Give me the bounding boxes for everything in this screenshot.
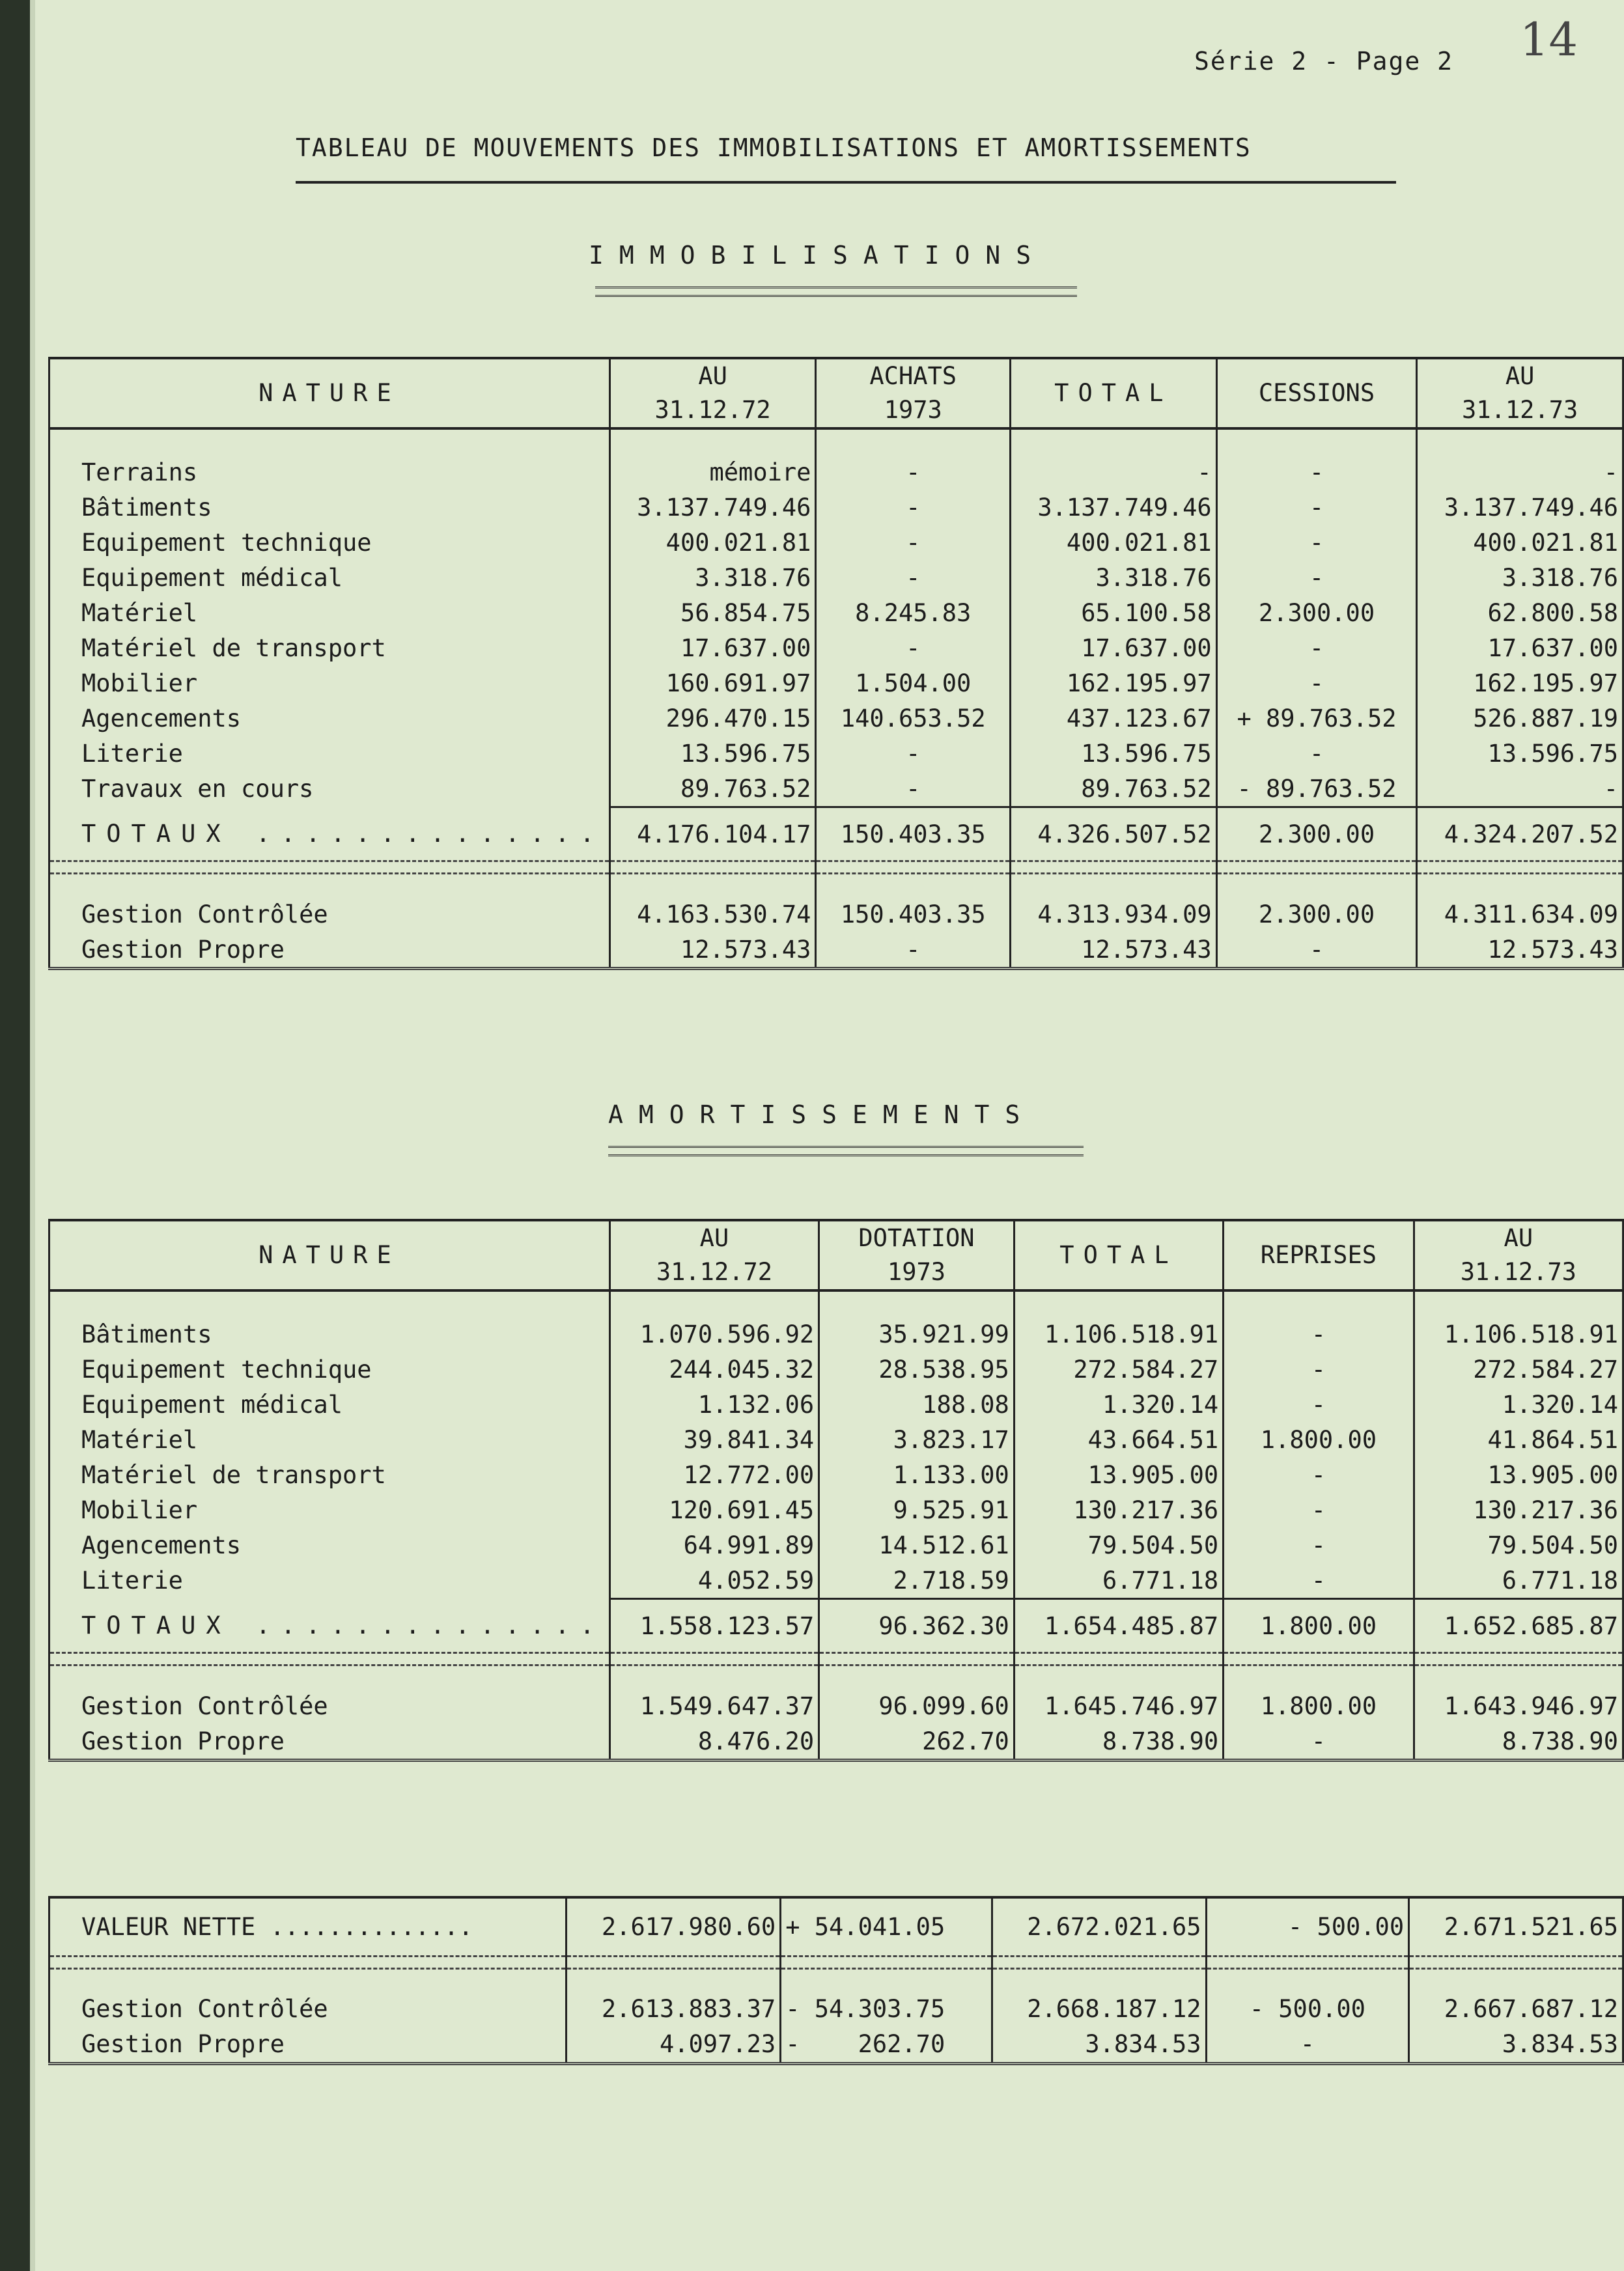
cell-cessions: - — [1216, 736, 1417, 771]
cell-dotation: 1.133.00 — [819, 1457, 1015, 1492]
cell-au72: 13.596.75 — [609, 736, 816, 771]
cell-reprises: 1.800.00 — [1224, 1422, 1414, 1457]
table-row — [49, 1317, 1623, 1352]
document-page — [35, 0, 1624, 2271]
cell-c2: 4.097.23 — [567, 2027, 781, 2064]
header-au-311272: AU 31.12.72 — [609, 358, 816, 428]
header-reprises: REPRISES — [1224, 1220, 1414, 1290]
cell-au73: 6.771.18 — [1414, 1563, 1623, 1599]
cell-au72: 3.137.749.46 — [609, 490, 816, 525]
cell-cessions: - — [1216, 525, 1417, 560]
cell-total: 400.021.81 — [1011, 525, 1217, 560]
cell-nature: Equipement technique — [81, 1355, 372, 1384]
cell-nature: Bâtiments — [81, 1320, 212, 1348]
cell-cessions: - — [1216, 630, 1417, 665]
cell-total: 65.100.58 — [1011, 595, 1217, 630]
cell-dotation: 262.70 — [819, 1723, 1015, 1761]
cell-nature: Agencements — [81, 1531, 242, 1559]
table-row — [49, 560, 1623, 595]
table-row — [49, 1422, 1623, 1457]
cell-total: - — [1011, 454, 1217, 490]
table-row — [49, 525, 1623, 560]
cell-au72: 120.691.45 — [609, 1492, 819, 1527]
cell-achats: 140.653.52 — [816, 701, 1011, 736]
cell-au72: 1.132.06 — [609, 1387, 819, 1422]
cell-cessions: + 89.763.52 — [1216, 701, 1417, 736]
cell-total: 130.217.36 — [1014, 1492, 1223, 1527]
table-row — [49, 595, 1623, 630]
table-row — [49, 1968, 1623, 2027]
cell-au72: 56.854.75 — [609, 595, 816, 630]
table-header-row — [49, 358, 1623, 428]
cell-au73: 62.800.58 — [1417, 595, 1623, 630]
header-cessions: CESSIONS — [1216, 358, 1417, 428]
cell-reprises: - — [1224, 1317, 1414, 1352]
cell-au73: 79.504.50 — [1414, 1527, 1623, 1563]
table-row — [49, 1665, 1623, 1724]
cell-achats: 150.403.35 — [816, 874, 1011, 932]
cell-nature: Gestion Contrôlée — [81, 1692, 328, 1720]
cell-au73: 8.738.90 — [1414, 1723, 1623, 1761]
cell-au72: 1.070.596.92 — [609, 1317, 819, 1352]
header-dotation: DOTATION 1973 — [819, 1220, 1015, 1290]
cell-reprises: - — [1224, 1527, 1414, 1563]
cell-nature: Gestion Contrôlée — [81, 900, 328, 928]
header-nature: NATURE — [49, 1220, 610, 1290]
cell-au72: 12.573.43 — [609, 932, 816, 969]
cell-achats: - — [816, 932, 1011, 969]
cell-cessions: - — [1216, 560, 1417, 595]
paper-edge — [30, 0, 35, 2271]
cell-au73: 130.217.36 — [1414, 1492, 1623, 1527]
cell-total: 272.584.27 — [1014, 1352, 1223, 1387]
cell-dotation: 188.08 — [819, 1387, 1015, 1422]
cell-au72: 4.052.59 — [609, 1563, 819, 1599]
cell-c4: 3.834.53 — [992, 2027, 1206, 2064]
cell-au73: 41.864.51 — [1414, 1422, 1623, 1457]
cell-nature: Literie — [81, 739, 183, 768]
cell-reprises: - — [1224, 1387, 1414, 1422]
cell-au72: 89.763.52 — [609, 771, 816, 807]
cell-total: 79.504.50 — [1014, 1527, 1223, 1563]
cell-cessions: - — [1216, 665, 1417, 701]
amortissements-subtotals — [49, 1665, 1623, 1761]
table-row-totaux: TOTAUX .............. 4.176.104.17 150.403.35 4.326.507.52 2.300.00 4.324.207.52 — [49, 807, 1623, 861]
table-row — [49, 630, 1623, 665]
cell-au72: 3.318.76 — [609, 560, 816, 595]
header-total: TOTAL — [1011, 358, 1217, 428]
cell-cessions: 2.300.00 — [1216, 874, 1417, 932]
cell-au72: 4.163.530.74 — [609, 874, 816, 932]
cell-c4: 2.668.187.12 — [992, 1968, 1206, 2027]
cell-total: 3.137.749.46 — [1011, 490, 1217, 525]
cell-au73: 3.137.749.46 — [1417, 490, 1623, 525]
cell-nature: Matériel — [81, 598, 198, 627]
cell-total: 437.123.67 — [1011, 701, 1217, 736]
cell-au73: 272.584.27 — [1414, 1352, 1623, 1387]
table-row — [49, 1723, 1623, 1761]
table-row — [49, 1352, 1623, 1387]
cell-au72: 400.021.81 — [609, 525, 816, 560]
cell-dotation: 14.512.61 — [819, 1527, 1015, 1563]
table-row — [49, 771, 1623, 807]
valeur-nette-subtotals — [49, 1968, 1623, 2063]
cell-au72: 296.470.15 — [609, 701, 816, 736]
cell-au73: - — [1417, 771, 1623, 807]
scan-dark-edge — [0, 0, 30, 2271]
table-row — [49, 454, 1623, 490]
cell-dotation: 96.099.60 — [819, 1665, 1015, 1724]
cell-dotation: 3.823.17 — [819, 1422, 1015, 1457]
cell-au72: 39.841.34 — [609, 1422, 819, 1457]
cell-dotation: 9.525.91 — [819, 1492, 1015, 1527]
cell-cessions: 2.300.00 — [1216, 595, 1417, 630]
cell-achats: - — [816, 771, 1011, 807]
cell-au73: 17.637.00 — [1417, 630, 1623, 665]
cell-nature: Bâtiments — [81, 493, 212, 522]
cell-achats: - — [816, 490, 1011, 525]
amortissements-table — [48, 1219, 1624, 1762]
cell-au72: mémoire — [609, 454, 816, 490]
cell-nature: Gestion Propre — [81, 935, 285, 964]
cell-achats: - — [816, 454, 1011, 490]
cell-total: 1.106.518.91 — [1014, 1317, 1223, 1352]
cell-total: 1.320.14 — [1014, 1387, 1223, 1422]
cell-au73: 162.195.97 — [1417, 665, 1623, 701]
cell-nature: Equipement médical — [81, 1390, 343, 1419]
cell-au73: 3.318.76 — [1417, 560, 1623, 595]
table-row — [49, 1527, 1623, 1563]
cell-achats: - — [816, 560, 1011, 595]
cell-achats: - — [816, 736, 1011, 771]
cell-au73: 1.320.14 — [1414, 1387, 1623, 1422]
cell-au73: 400.021.81 — [1417, 525, 1623, 560]
cell-dotation: 35.921.99 — [819, 1317, 1015, 1352]
immobilisations-title: IMMOBILISATIONS — [589, 241, 1047, 270]
table-row — [49, 2027, 1623, 2064]
valeur-nette-table — [48, 1896, 1624, 2065]
table-row — [49, 1563, 1623, 1599]
cell-c3: - 262.70 — [781, 2027, 992, 2064]
header-achats: ACHATS 1973 — [816, 358, 1011, 428]
table-row — [49, 874, 1623, 932]
cell-total: 13.596.75 — [1011, 736, 1217, 771]
cell-c5: - 500.00 — [1206, 1968, 1409, 2027]
cell-c5: - — [1206, 2027, 1409, 2064]
cell-dotation: 2.718.59 — [819, 1563, 1015, 1599]
header-total: TOTAL — [1014, 1220, 1223, 1290]
cell-achats: 1.504.00 — [816, 665, 1011, 701]
cell-au73: 4.311.634.09 — [1417, 874, 1623, 932]
cell-reprises: - — [1224, 1457, 1414, 1492]
immobilisations-rows — [49, 454, 1623, 807]
amortissements-title: AMORTISSEMENTS — [608, 1100, 1036, 1129]
header-au-311273: AU 31.12.73 — [1414, 1220, 1623, 1290]
cell-au72: 12.772.00 — [609, 1457, 819, 1492]
cell-cessions: - — [1216, 454, 1417, 490]
cell-au73: 1.106.518.91 — [1414, 1317, 1623, 1352]
cell-total: 8.738.90 — [1014, 1723, 1223, 1761]
cell-achats: - — [816, 525, 1011, 560]
cell-total: 12.573.43 — [1011, 932, 1217, 969]
table-header-row — [49, 1220, 1623, 1290]
cell-nature: Mobilier — [81, 669, 198, 697]
header-nature: NATURE — [49, 358, 610, 428]
table-row — [49, 1387, 1623, 1422]
cell-total: 17.637.00 — [1011, 630, 1217, 665]
document-title: TABLEAU DE MOUVEMENTS DES IMMOBILISATIONS ET AMORTISSEMENTS — [296, 133, 1252, 162]
amortissements-underline — [608, 1146, 1084, 1156]
cell-nature: Matériel — [81, 1425, 198, 1454]
cell-dotation: 28.538.95 — [819, 1352, 1015, 1387]
cell-total: 13.905.00 — [1014, 1457, 1223, 1492]
cell-nature: Terrains — [81, 458, 198, 486]
header-au-311273: AU 31.12.73 — [1417, 358, 1623, 428]
table-row — [49, 490, 1623, 525]
immobilisations-subtotals — [49, 874, 1623, 969]
cell-total: 6.771.18 — [1014, 1563, 1223, 1599]
cell-total: 3.318.76 — [1011, 560, 1217, 595]
cell-cessions: - 89.763.52 — [1216, 771, 1417, 807]
cell-au73: 526.887.19 — [1417, 701, 1623, 736]
cell-au72: 64.991.89 — [609, 1527, 819, 1563]
cell-au73: 1.643.946.97 — [1414, 1665, 1623, 1724]
cell-reprises: 1.800.00 — [1224, 1665, 1414, 1724]
cell-cessions: - — [1216, 490, 1417, 525]
cell-au72: 1.549.647.37 — [609, 1665, 819, 1724]
cell-nature: Matériel de transport — [81, 1460, 386, 1489]
cell-nature: Equipement médical — [81, 563, 343, 592]
cell-au72: 8.476.20 — [609, 1723, 819, 1761]
cell-au73: 13.596.75 — [1417, 736, 1623, 771]
cell-nature: Matériel de transport — [81, 634, 386, 662]
double-rule — [49, 1956, 1623, 1968]
cell-au72: 244.045.32 — [609, 1352, 819, 1387]
cell-au72: 160.691.97 — [609, 665, 816, 701]
cell-c3: - 54.303.75 — [781, 1968, 992, 2027]
immobilisations-table — [48, 357, 1624, 970]
cell-achats: - — [816, 630, 1011, 665]
table-row — [49, 932, 1623, 969]
page-reference: Série 2 - Page 2 — [1194, 47, 1454, 76]
table-row — [49, 1457, 1623, 1492]
cell-nature: Agencements — [81, 704, 242, 732]
table-row — [49, 701, 1623, 736]
amortissements-rows — [49, 1317, 1623, 1599]
cell-nature: Literie — [81, 1567, 183, 1595]
cell-c6: 2.667.687.12 — [1409, 1968, 1623, 2027]
cell-au73: 13.905.00 — [1414, 1457, 1623, 1492]
title-underline — [296, 181, 1396, 184]
cell-nature: Travaux en cours — [81, 775, 314, 803]
double-rule — [49, 861, 1623, 874]
cell-total: 89.763.52 — [1011, 771, 1217, 807]
cell-total: 43.664.51 — [1014, 1422, 1223, 1457]
cell-total: 162.195.97 — [1011, 665, 1217, 701]
cell-reprises: - — [1224, 1492, 1414, 1527]
cell-nature: Mobilier — [81, 1496, 198, 1524]
cell-total: 4.313.934.09 — [1011, 874, 1217, 932]
cell-cessions: - — [1216, 932, 1417, 969]
cell-total: 1.645.746.97 — [1014, 1665, 1223, 1724]
cell-au73: - — [1417, 454, 1623, 490]
cell-reprises: - — [1224, 1723, 1414, 1761]
cell-au73: 12.573.43 — [1417, 932, 1623, 969]
cell-achats: 8.245.83 — [816, 595, 1011, 630]
header-au-311272: AU 31.12.72 — [609, 1220, 819, 1290]
table-row-valeur-nette: VALEUR NETTE .............. 2.617.980.60 + 54.041.05 2.672.021.65 - 500.00 2.671.521.65 — [49, 1897, 1623, 1956]
cell-nature: Gestion Propre — [81, 1727, 285, 1755]
double-rule — [49, 1653, 1623, 1665]
table-row — [49, 1492, 1623, 1527]
table-row — [49, 665, 1623, 701]
immobilisations-underline — [595, 286, 1077, 297]
cell-nature: Equipement technique — [81, 528, 372, 557]
table-row — [49, 736, 1623, 771]
table-row-totaux: TOTAUX .............. 1.558.123.57 96.362.30 1.654.485.87 1.800.00 1.652.685.87 — [49, 1599, 1623, 1653]
handwritten-page-number: 14 — [1520, 13, 1578, 66]
cell-reprises: - — [1224, 1563, 1414, 1599]
cell-c6: 3.834.53 — [1409, 2027, 1623, 2064]
cell-reprises: - — [1224, 1352, 1414, 1387]
cell-c2: 2.613.883.37 — [567, 1968, 781, 2027]
cell-au72: 17.637.00 — [609, 630, 816, 665]
cell-nature: Gestion Propre — [81, 2030, 285, 2058]
cell-nature: Gestion Contrôlée — [81, 1995, 328, 2023]
